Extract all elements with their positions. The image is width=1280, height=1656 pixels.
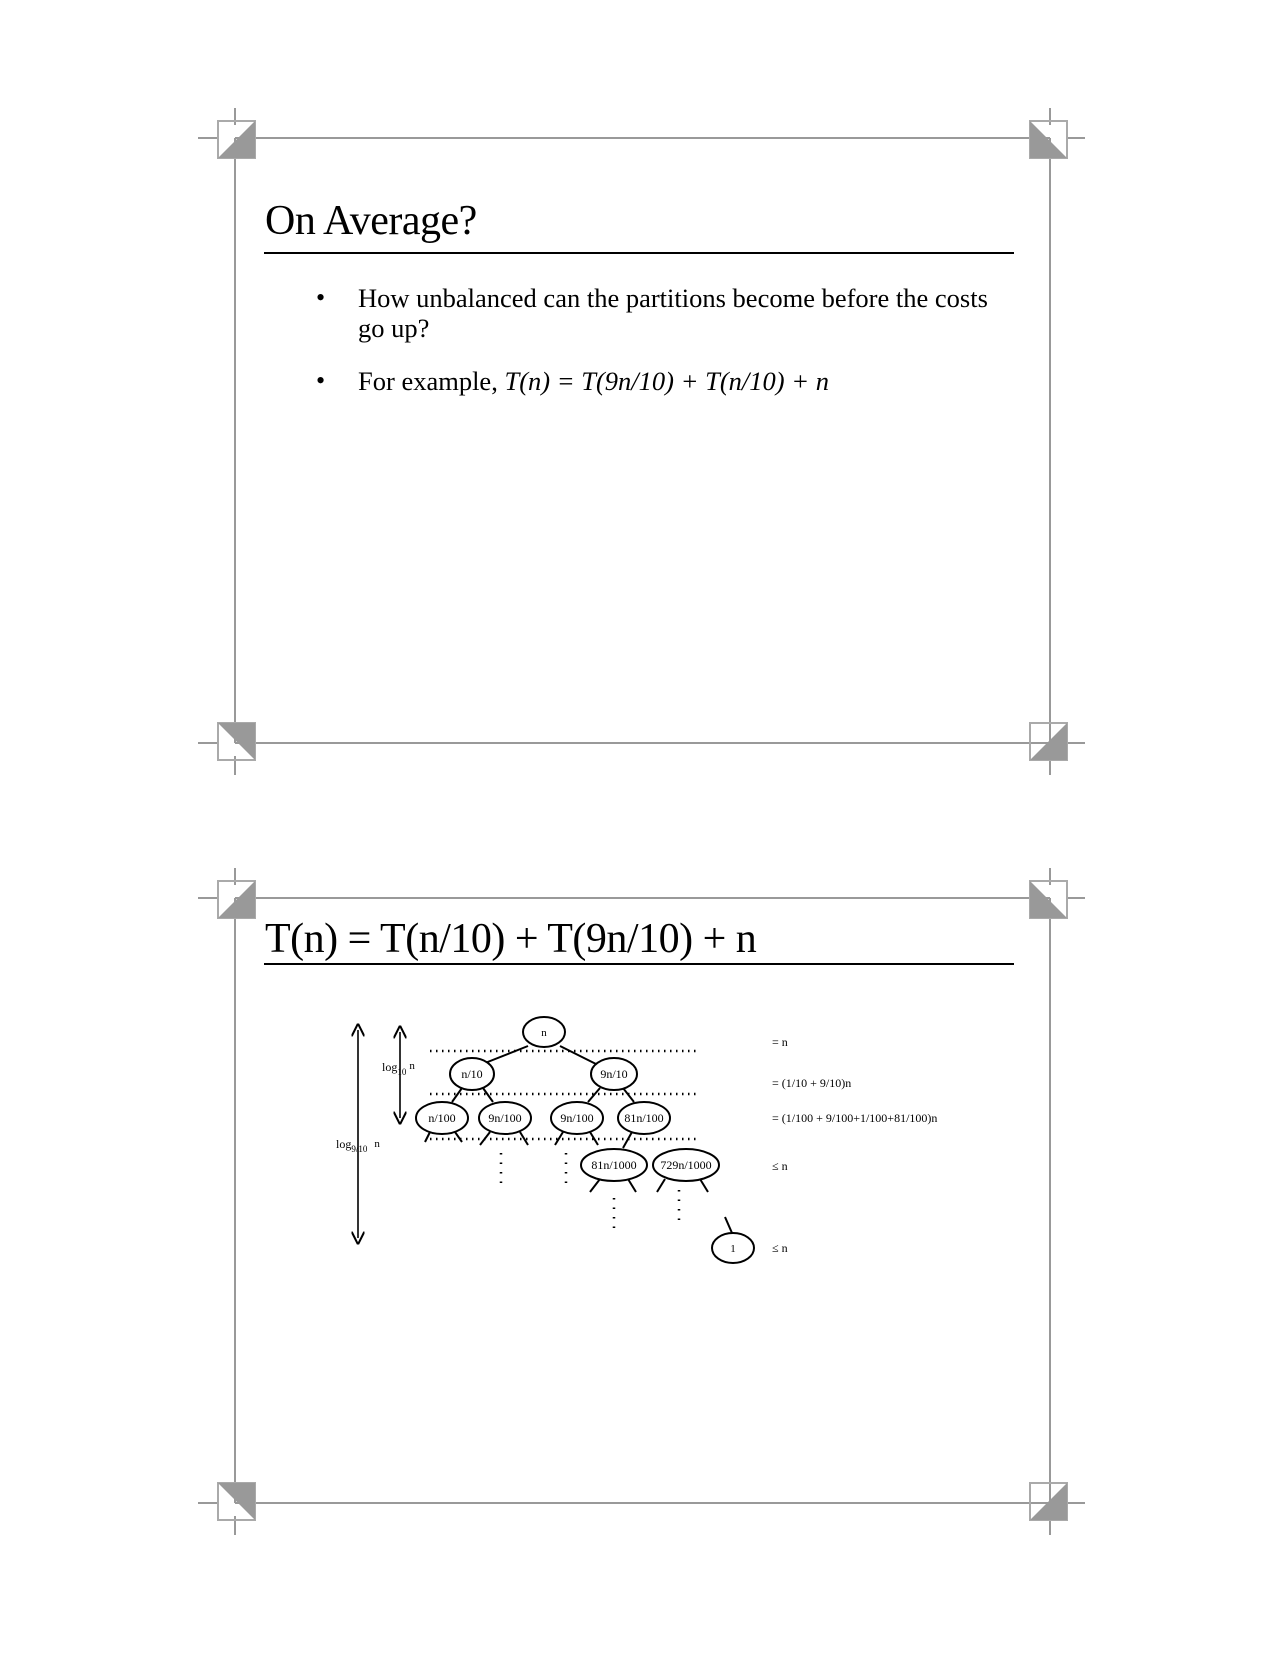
level-sum: = (1/100 + 9/100+1/100+81/100)n [772, 1111, 938, 1125]
svg-text:9n/100: 9n/100 [560, 1111, 594, 1125]
tree-node-level2 [551, 1102, 603, 1134]
level-sum: = (1/10 + 9/10)n [772, 1076, 852, 1090]
tree-node-level3 [653, 1149, 719, 1181]
tree-node-root [523, 1017, 565, 1047]
tree-node-level3 [581, 1149, 647, 1181]
slide-recursion-tree [0, 860, 1280, 1540]
svg-text:81n/100: 81n/100 [624, 1111, 664, 1125]
slide-frame [0, 100, 1280, 780]
tree-node-level2 [479, 1102, 531, 1134]
level-sum: ≤ n [772, 1159, 788, 1173]
tree-node-level1 [450, 1058, 494, 1090]
log10-label: $\log_{10} n$ [382, 1060, 415, 1077]
svg-text:729n/1000: 729n/1000 [660, 1158, 712, 1172]
slide-title: T(n) = T(n/10) + T(9n/10) + n [265, 916, 757, 962]
svg-text:9n/10: 9n/10 [600, 1067, 628, 1081]
slide-title: On Average? [265, 198, 477, 244]
tree-node-level2 [618, 1102, 670, 1134]
bullet-text: How unbalanced can the partitions become before the costs go up? [358, 283, 988, 343]
svg-text:81n/1000: 81n/1000 [591, 1158, 637, 1172]
slide-on-average [0, 100, 1280, 780]
bullet-example [358, 366, 998, 396]
svg-text:n/100: n/100 [428, 1111, 456, 1125]
title-underline [264, 252, 1014, 254]
log910-label: $\log_{9/10} n$ [336, 1137, 380, 1154]
tree-node-level1 [591, 1058, 637, 1090]
bullet-prefix: For example, [358, 366, 505, 396]
recurrence-formula: T(n) = T(9n/10) + T(n/10) + n [504, 366, 829, 396]
tree-node-leaf [712, 1233, 754, 1263]
svg-text:n/10: n/10 [461, 1067, 483, 1081]
recursion-tree-diagram [0, 860, 1280, 1540]
level-sum: = n [772, 1035, 788, 1049]
bullet-dot: • [316, 283, 326, 312]
tree-node-level2 [416, 1102, 468, 1134]
level-sum: ≤ n [772, 1241, 788, 1255]
svg-text:1: 1 [730, 1243, 736, 1255]
svg-text:n: n [541, 1027, 547, 1039]
svg-text:9n/100: 9n/100 [488, 1111, 522, 1125]
bullet-dot: • [316, 366, 326, 395]
